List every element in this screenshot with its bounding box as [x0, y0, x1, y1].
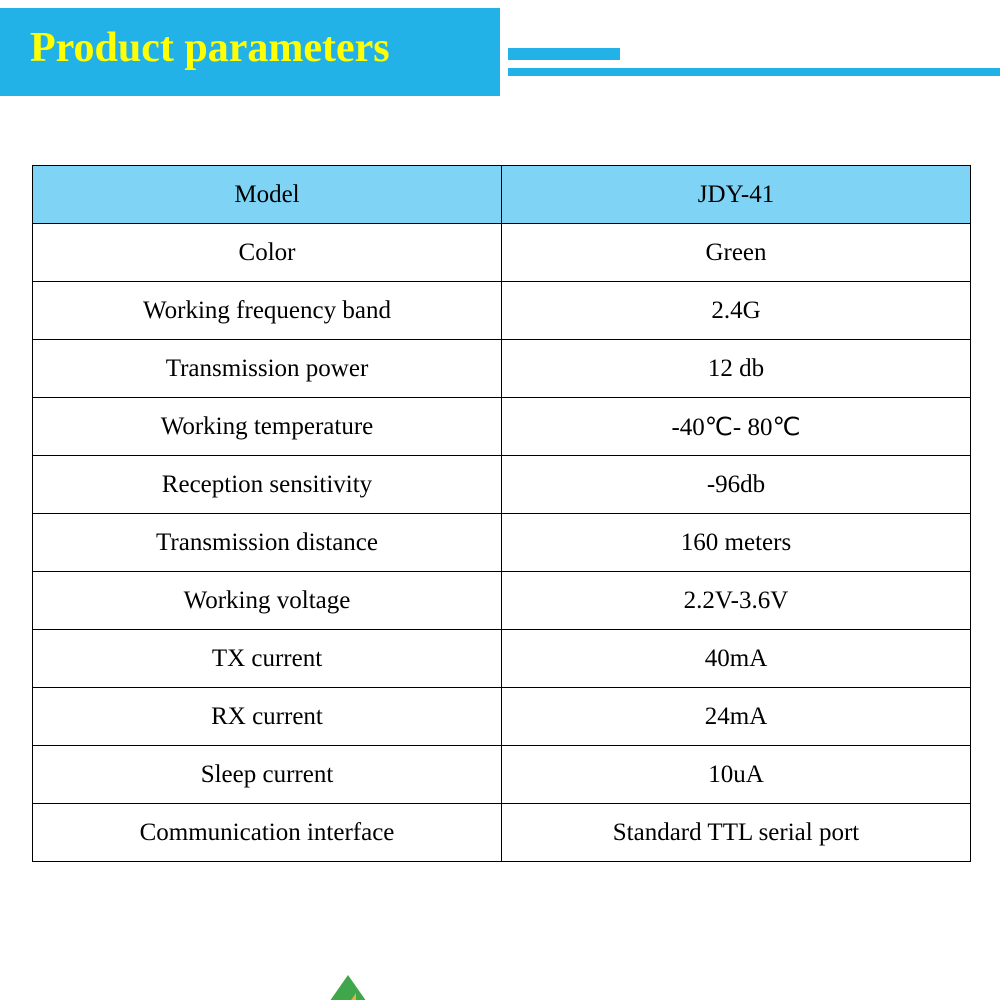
- logo-triangle-accent-shape: [338, 993, 356, 1000]
- table-row: [33, 688, 971, 746]
- table-row: [33, 282, 971, 340]
- spec-label: Sleep current: [33, 746, 502, 804]
- table-row: [33, 630, 971, 688]
- spec-label: Transmission distance: [33, 514, 502, 572]
- spec-value: 2.2V-3.6V: [502, 572, 971, 630]
- green-triangle-logo-icon: [320, 975, 376, 1000]
- table-row: [33, 398, 971, 456]
- table-row: [33, 514, 971, 572]
- spec-value: 40mA: [502, 630, 971, 688]
- spec-value: 12 db: [502, 340, 971, 398]
- spec-label: Working temperature: [33, 398, 502, 456]
- spec-value: JDY-41: [502, 166, 971, 224]
- specifications-table-body: [33, 166, 971, 862]
- spec-value: 10uA: [502, 746, 971, 804]
- header-accent-bar-short: [508, 48, 620, 60]
- table-row: [33, 746, 971, 804]
- page-title: Product parameters: [30, 25, 390, 71]
- table-row: [33, 572, 971, 630]
- table-row: [33, 340, 971, 398]
- spec-label: Color: [33, 224, 502, 282]
- spec-label: RX current: [33, 688, 502, 746]
- spec-label: TX current: [33, 630, 502, 688]
- table-row: [33, 166, 971, 224]
- spec-value: -40℃- 80℃: [502, 398, 971, 456]
- spec-value: Standard TTL serial port: [502, 804, 971, 862]
- specifications-table: [32, 165, 971, 862]
- spec-label: Working voltage: [33, 572, 502, 630]
- spec-value: 160 meters: [502, 514, 971, 572]
- spec-value: 2.4G: [502, 282, 971, 340]
- table-row: [33, 456, 971, 514]
- spec-label: Model: [33, 166, 502, 224]
- table-row: [33, 804, 971, 862]
- spec-label: Working frequency band: [33, 282, 502, 340]
- spec-label: Transmission power: [33, 340, 502, 398]
- spec-value: -96db: [502, 456, 971, 514]
- spec-value: 24mA: [502, 688, 971, 746]
- spec-value: Green: [502, 224, 971, 282]
- spec-label: Communication interface: [33, 804, 502, 862]
- table-row: [33, 224, 971, 282]
- spec-label: Reception sensitivity: [33, 456, 502, 514]
- header-accent-bar-long: [508, 68, 1000, 76]
